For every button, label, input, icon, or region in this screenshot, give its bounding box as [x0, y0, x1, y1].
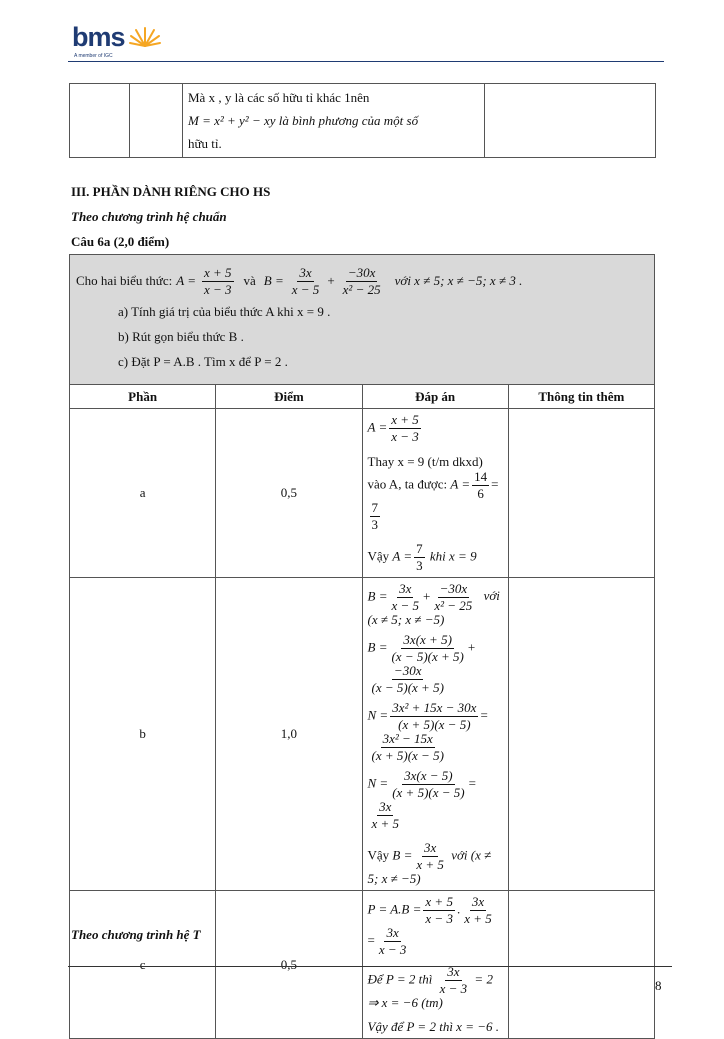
answer-text: với (x ≠ 5; x ≠ −5) [367, 588, 500, 627]
score-cell: 0,5 [216, 891, 362, 1039]
answer-text: = 2 ⇒ x = −6 (tm) [367, 971, 493, 1010]
footer-title: Theo chương trình hệ T [71, 927, 201, 942]
and-word: và [243, 273, 256, 288]
answer-text: với (x ≠ 5; x ≠ −5) [367, 847, 492, 886]
extra-cell [508, 578, 654, 891]
answer-line: Mà x , y là các số hữu tỉ khác 1nên [188, 90, 370, 105]
score-cell: 1,0 [216, 578, 362, 891]
question-a: a) Tính giá trị của biểu thức A khi x = 9 . [118, 303, 331, 319]
question-title: Câu 6a (2,0 điểm) [71, 234, 170, 249]
sun-icon [130, 26, 160, 48]
score-cell: 0,5 [216, 409, 362, 578]
part-cell: c [70, 891, 216, 1039]
answer-text: Vậy để P = 2 thì x = −6 . [367, 1019, 499, 1034]
table-row [70, 409, 655, 578]
answer-table [69, 254, 655, 1039]
question-condition: với x ≠ 5; x ≠ −5; x ≠ 3 . [394, 273, 523, 288]
table-row [70, 891, 655, 1039]
table-row [70, 578, 655, 891]
answer-text: Vậy [367, 548, 390, 564]
header-row [70, 385, 655, 409]
page-number: 8 [655, 978, 662, 993]
footer-rule [68, 966, 672, 967]
question-row [70, 255, 655, 385]
empty-cell [485, 84, 656, 158]
header-rule [68, 61, 664, 62]
section-title: III. PHẦN DÀNH RIÊNG CHO HS [71, 184, 271, 199]
header-score: Điểm [216, 385, 362, 409]
extra-cell [508, 891, 654, 1039]
answer-cell: P = A.B = $\frac{x + 5}{x - 3}$ . $\frac{3x}{x + 5}$ = $\frac{3x}{x - 3}$ Để P = 2 thì $\frac{3x}{x - 3}$ = 2 ⇒ x = −6 (tm) Vậy để P = 2 thì x = −6 . [362, 891, 508, 1039]
part-cell: a [70, 409, 216, 578]
answer-cell: A = $\frac{x + 5}{x - 3}$ Thay x = 9 (t/m dkxd) vào A, ta được: A = $\frac{14}{6}$ = $\frac{7}{3}$ Vậy A = $\frac{7}{3}$ khi x = 9 [362, 409, 508, 578]
question-b: b) Rút gọn biểu thức B . [118, 328, 244, 344]
answer-text: Vậy [367, 847, 390, 863]
answer-line: M = x² + y² − xy là bình phương của một số [188, 113, 419, 128]
question-cell: Cho hai biểu thức: A = $\frac{x + 5}{x - 3}$ và B = $\frac{3x}{x - 5}$ + $\frac{-30x}{\text{x² − 25}}$ với x ≠ 5; x ≠ −5; x ≠ 3 . a) Tính giá trị của biểu thức A khi x = 9 . b) Rút gọn biểu thức B . c) Đặt P = A.B . Tìm x để P = 2 . [70, 255, 655, 385]
answer-line: hữu tỉ. [188, 136, 222, 151]
answer-cell: B = $\frac{3x}{x - 5}$ + $\frac{-30x}{\text{x² − 25}}$ với (x ≠ 5; x ≠ −5) B = $\frac{3x(x + 5)}{(x - 5)(x + 5)}$ + $\frac{-30x}{(x - 5)(x + 5)}$ N = $\frac{\text{3x² + 15x − 30x}}{(x + 5)(x - 5)}$ = $\frac{\text{3x² − 15x}}{(x + 5)(x - 5)}$ N = $\frac{3x(x - 5)}{(x + 5)(x - 5)}$ = $\frac{3x}{x + 5}$ Vậy B = $\frac{3x}{x + 5}$ với (x ≠ 5; x ≠ −5) [362, 578, 508, 891]
table-row [70, 84, 656, 158]
empty-cell [70, 84, 130, 158]
extra-cell [508, 409, 654, 578]
header-part: Phần [70, 385, 216, 409]
sub-title: Theo chương trình hệ chuẩn [71, 209, 227, 224]
header-extra: Thông tin thêm [508, 385, 654, 409]
answer-text: khi x = 9 [429, 548, 477, 564]
header-answer: Đáp án [362, 385, 508, 409]
answer-text: Để P = 2 thì [367, 971, 433, 987]
answer-text: Thay x = 9 (t/m dkxd) vào A, ta được: [367, 454, 483, 492]
question-intro: Cho hai biểu thức: [76, 273, 173, 288]
empty-cell [130, 84, 183, 158]
continuation-table [69, 83, 656, 158]
part-cell: b [70, 578, 216, 891]
question-c: c) Đặt P = A.B . Tìm x để P = 2 . [118, 353, 288, 369]
logo-subtitle: A member of IGC [74, 53, 113, 59]
logo-text: bms [72, 22, 125, 52]
bms-logo [72, 22, 162, 62]
answer-cell [183, 84, 485, 158]
